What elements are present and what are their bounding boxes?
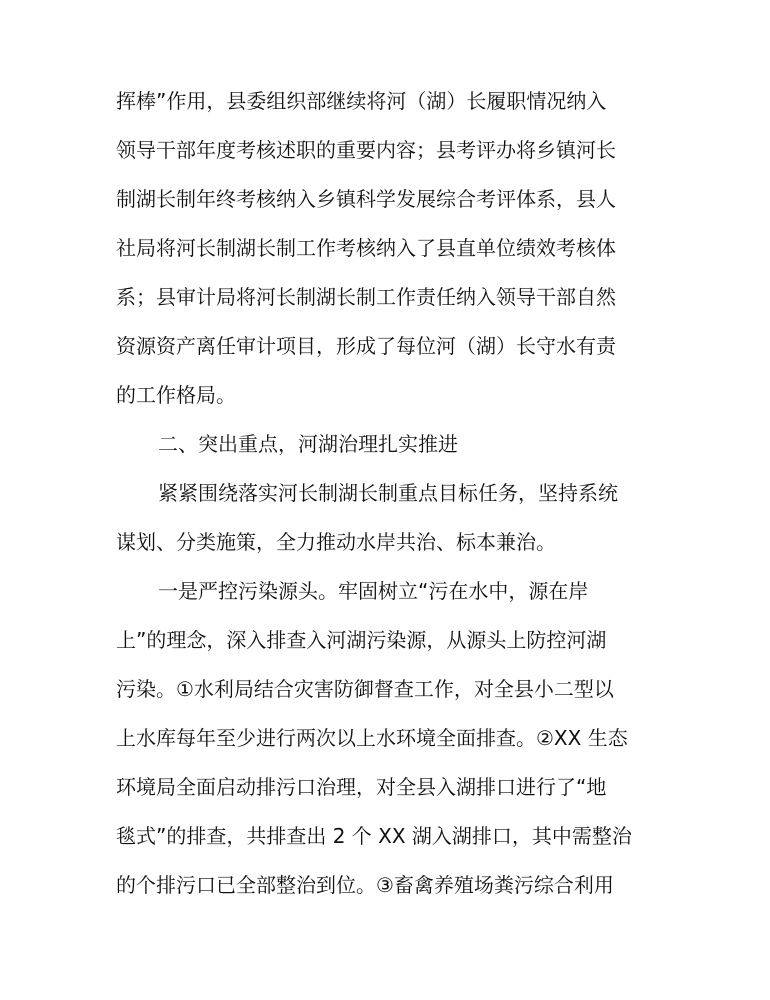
text-line: 谋划、分类施策，全力推动水岸共治、标本兼治。: [116, 530, 556, 554]
text-line: 挥棒”作用，县委组织部继续将河（湖）长履职情况纳入: [116, 89, 607, 113]
text-line: 紧紧围绕落实河长制湖长制重点目标任务，坚持系统: [158, 481, 618, 505]
text-line: 领导干部年度考核述职的重要内容；县考评办将乡镇河长: [116, 138, 616, 162]
text-line: 的个排污口已全部整治到位。③畜禽养殖场粪污综合利用: [116, 873, 614, 897]
text-line: 污染。①水利局结合灾害防御督查工作，对全县小二型以: [116, 677, 614, 701]
text-line: 社局将河长制湖长制工作考核纳入了县直单位绩效考核体: [116, 236, 616, 260]
text-line: 的工作格局。: [116, 383, 236, 407]
text-line: 上”的理念，深入排查入河湖污染源，从源头上防控河湖: [116, 628, 607, 652]
text-line: 制湖长制年终考核纳入乡镇科学发展综合考评体系，县人: [116, 187, 616, 211]
section-heading: 二、突出重点，河湖治理扎实推进: [158, 432, 458, 456]
text-line: 资源资产离任审计项目，形成了每位河（湖）长守水有责: [116, 334, 616, 358]
text-line: 环境局全面启动排污口治理，对全县入湖排口进行了“地: [116, 775, 607, 799]
text-line: 系；县审计局将河长制湖长制工作责任纳入领导干部自然: [116, 285, 616, 309]
text-line: 毯式”的排查，共排查出 2 个 XX 湖入湖排口，其中需整治: [116, 824, 632, 848]
text-line: 一是严控污染源头。牢固树立“污在水中，源在岸: [158, 579, 589, 603]
text-line: 上水库每年至少进行两次以上水环境全面排查。②XX 生态: [116, 726, 628, 750]
